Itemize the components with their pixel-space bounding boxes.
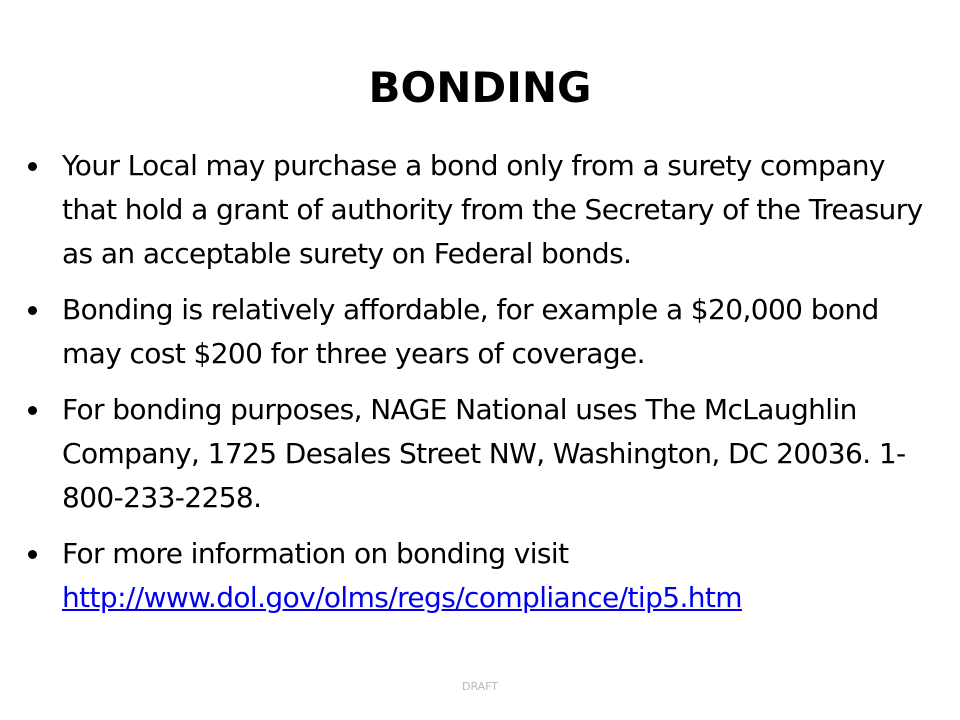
bullet-dot-icon xyxy=(28,550,37,559)
bullet-text: For bonding purposes, NAGE National uses The McLaughlin Company, 1725 Desales Street NW, Washington, DC 20036. 1-800-233-2258. xyxy=(62,393,906,514)
bullet-text: Bonding is relatively affordable, for example a $20,000 bond may cost $200 for three years of coverage. xyxy=(62,293,879,370)
bullet-item xyxy=(28,144,928,276)
bullet-dot-icon xyxy=(28,406,37,415)
dol-compliance-link[interactable]: http://www.dol.gov/olms/regs/compliance/tip5.htm xyxy=(62,581,742,614)
bullet-text: Your Local may purchase a bond only from a surety company that hold a grant of authority from the Secretary of the Treasury as an acceptable surety on Federal bonds. xyxy=(62,149,923,270)
bullet-text: For more information on bonding visit xyxy=(62,537,569,570)
slide-title: BONDING xyxy=(368,63,592,112)
bullet-item xyxy=(28,388,928,520)
bullet-dot-icon xyxy=(28,306,37,315)
bullet-list xyxy=(28,144,928,632)
draft-footer: DRAFT xyxy=(461,680,499,693)
bullet-item xyxy=(28,288,928,376)
bullet-item xyxy=(28,532,928,620)
bullet-dot-icon xyxy=(28,162,37,171)
